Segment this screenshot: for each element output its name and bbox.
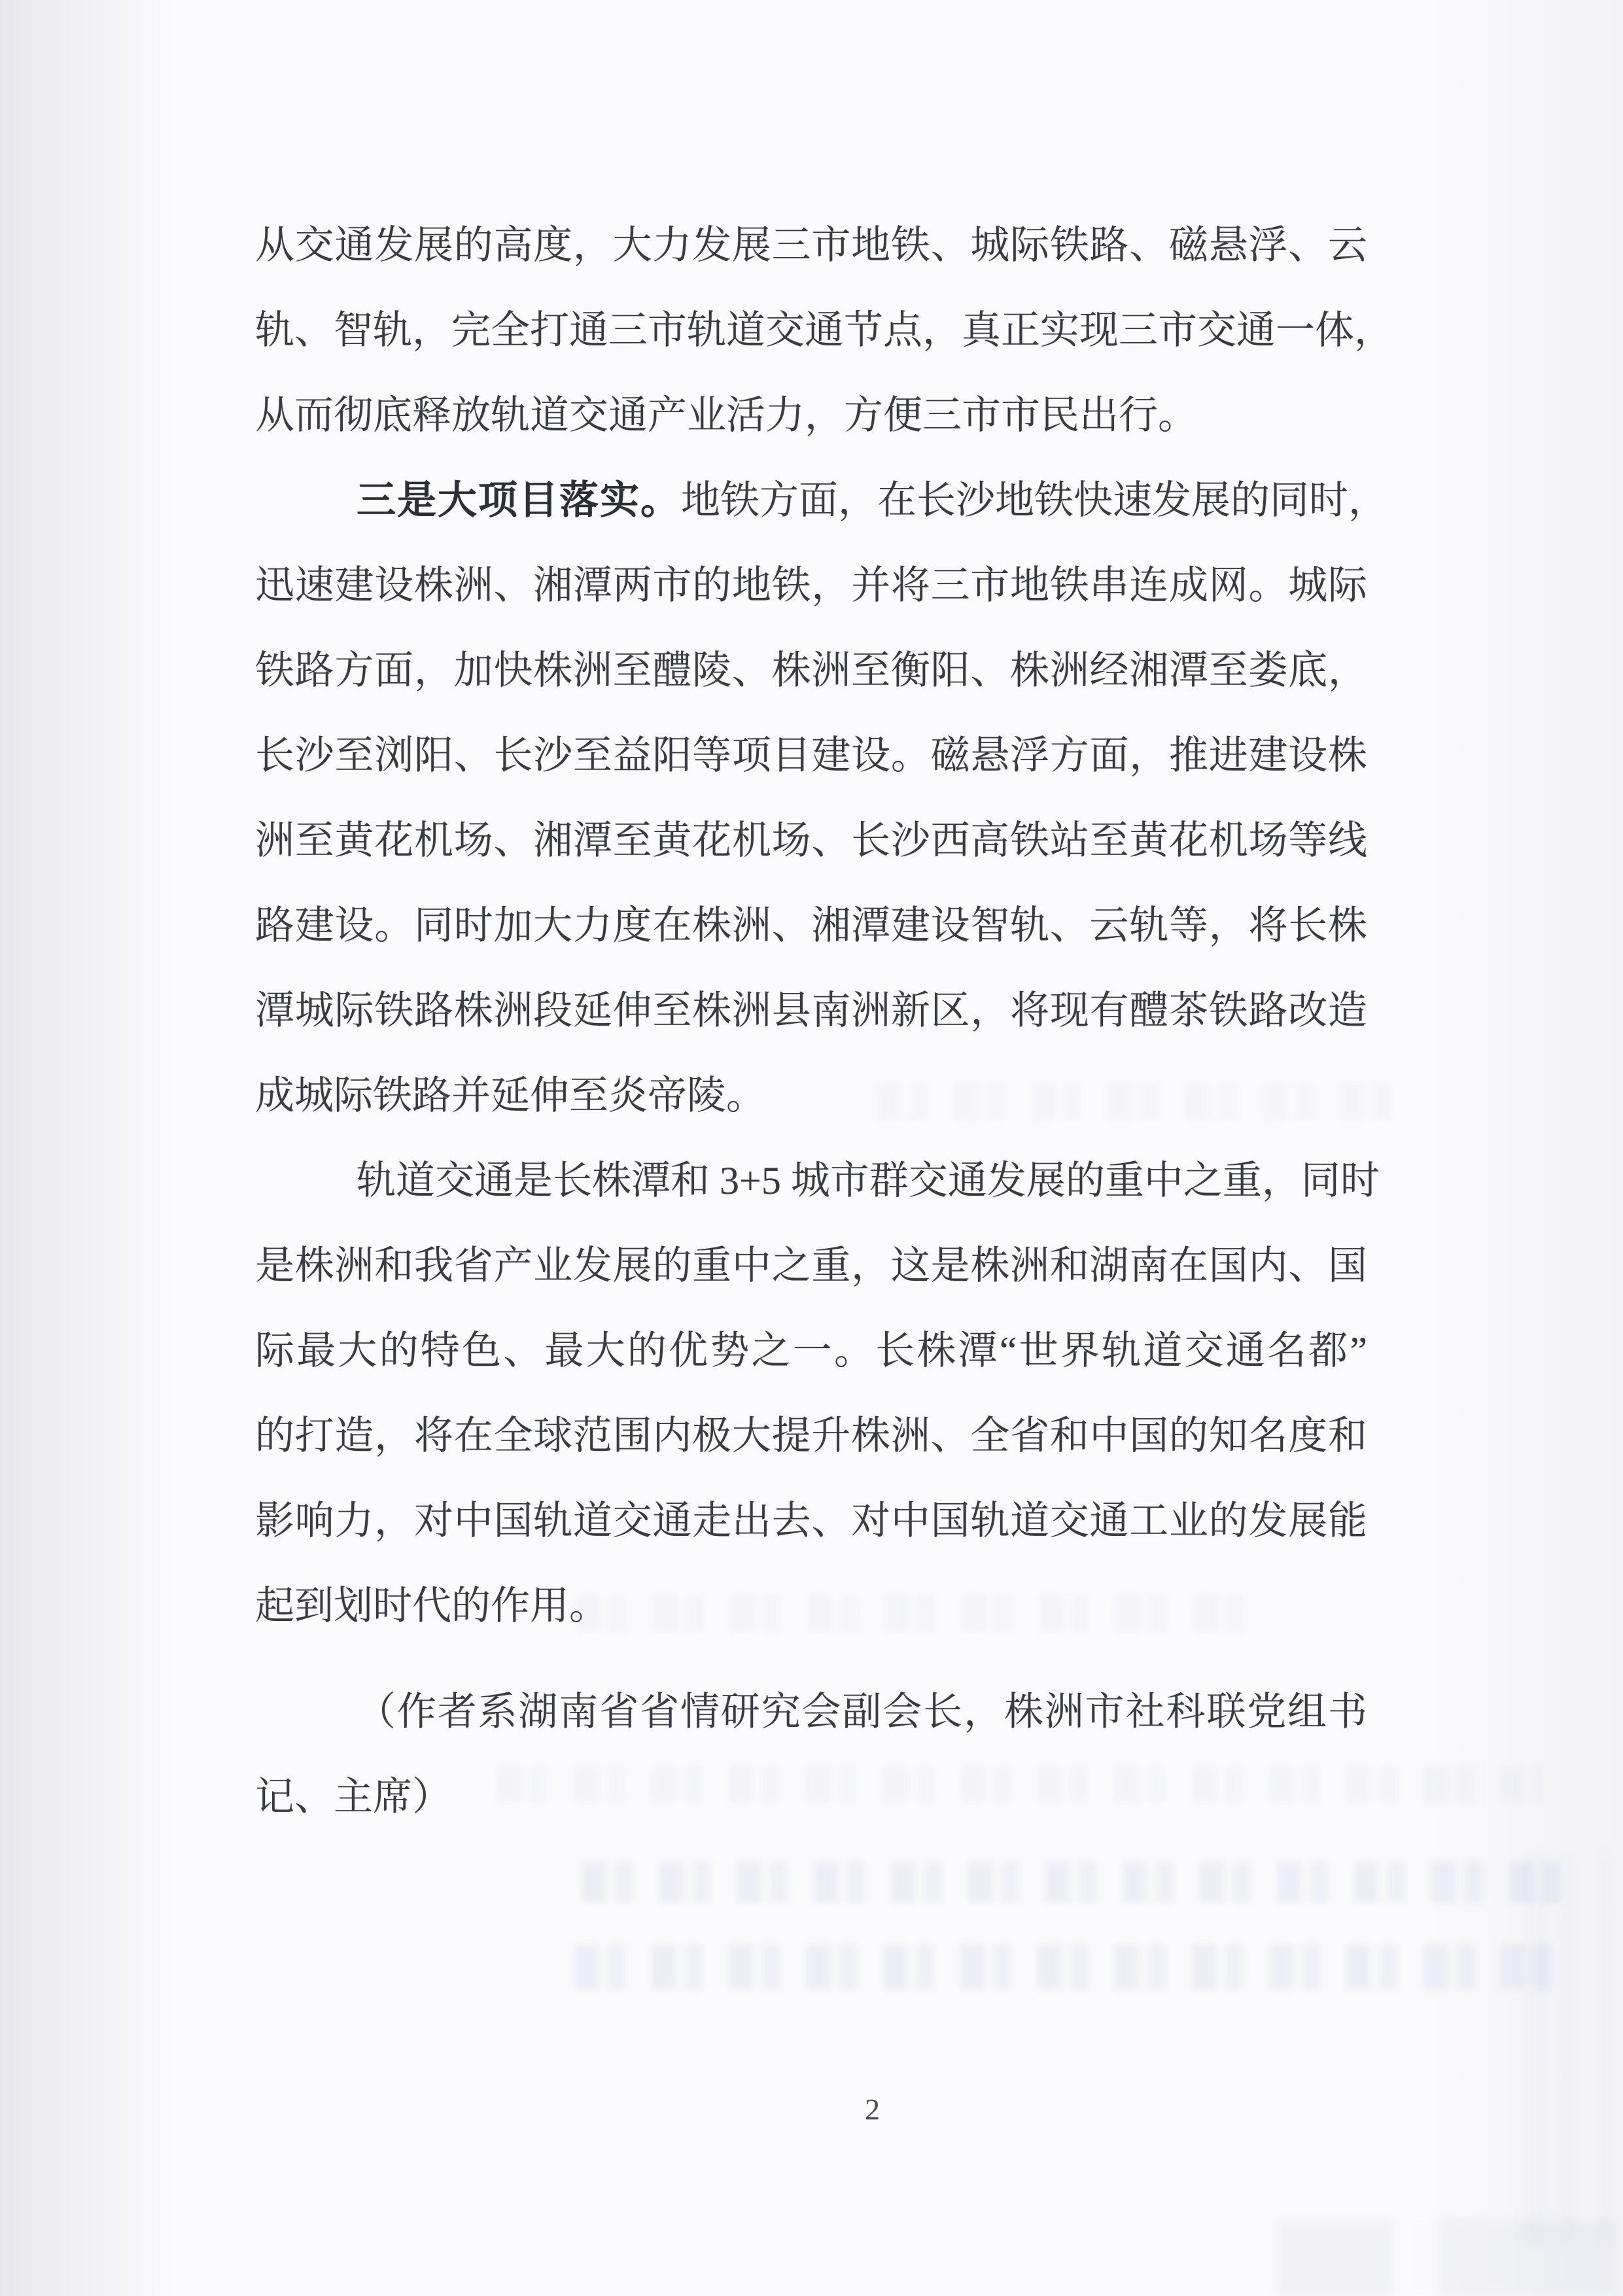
bleedthrough-ghost — [877, 1083, 1393, 1122]
text-line: 际最大的特色、最大的优势之一。长株潭“世界轨道交通名都” — [255, 1329, 1367, 1372]
text-line: 成城际铁路并延伸至炎帝陵。 — [255, 1074, 765, 1117]
text-line: 铁路方面，加快株洲至醴陵、株洲至衡阳、株洲经湘潭至娄底， — [255, 649, 1367, 692]
bleedthrough-ghost — [574, 1944, 1550, 1990]
text-line: 迅速建设株洲、湘潭两市的地铁，并将三市地铁串连成网。城际 — [255, 564, 1367, 607]
text-line: （作者系湖南省省情研究会副会长，株洲市社科联党组书 — [357, 1690, 1367, 1733]
text-line: 记、主席） — [255, 1775, 451, 1818]
text-line: 潭城际铁路株洲段延伸至株洲县南洲新区，将现有醴茶铁路改造 — [255, 989, 1367, 1032]
bleedthrough-ghost — [1524, 1851, 1609, 2244]
bleedthrough-ghost — [582, 1861, 1563, 1903]
text-line: 的打造，将在全球范围内极大提升株洲、全省和中国的知名度和 — [255, 1414, 1367, 1457]
para-major-projects — [255, 458, 1387, 1138]
para-significance — [255, 1138, 1380, 1648]
text-line: 轨、智轨，完全打通三市轨道交通节点，真正实现三市交通一体， — [255, 309, 1393, 352]
bleedthrough-ghost — [497, 1766, 1544, 1803]
text-line: 起到划时代的作用。 — [255, 1584, 608, 1627]
text-line: 从交通发展的高度，大力发展三市地铁、城际铁路、磁悬浮、云 — [255, 224, 1367, 267]
para-continuation — [255, 203, 1393, 458]
text-line: 路建设。同时加大力度在株洲、湘潭建设智轨、云轨等，将长株 — [255, 904, 1367, 947]
bold-heading: 三是大项目落实。 — [357, 478, 681, 522]
document-body — [255, 203, 1393, 1839]
text-line: 洲至黄花机场、湘潭至黄花机场、长沙西高铁站至黄花机场等线 — [255, 819, 1367, 862]
text-line: 三是大项目落实。地铁方面，在长沙地铁快速发展的同时， — [357, 478, 1387, 522]
text-line: 长沙至浏阳、长沙至益阳等项目建设。磁悬浮方面，推进建设株 — [255, 734, 1367, 777]
page-number: 2 — [865, 2093, 880, 2126]
text-line: 从而彻底释放轨道交通产业活力，方便三市市民出行。 — [255, 394, 1197, 437]
text-line: 轨道交通是长株潭和 3+5 城市群交通发展的重中之重，同时 — [357, 1159, 1380, 1202]
text-line: 影响力，对中国轨道交通走出去、对中国轨道交通工业的发展能 — [255, 1499, 1367, 1542]
para-author-note — [255, 1669, 1367, 1839]
bleedthrough-ghost — [576, 1595, 1269, 1633]
text-line: 是株洲和我省产业发展的重中之重，这是株洲和湖南在国内、国 — [255, 1244, 1367, 1287]
